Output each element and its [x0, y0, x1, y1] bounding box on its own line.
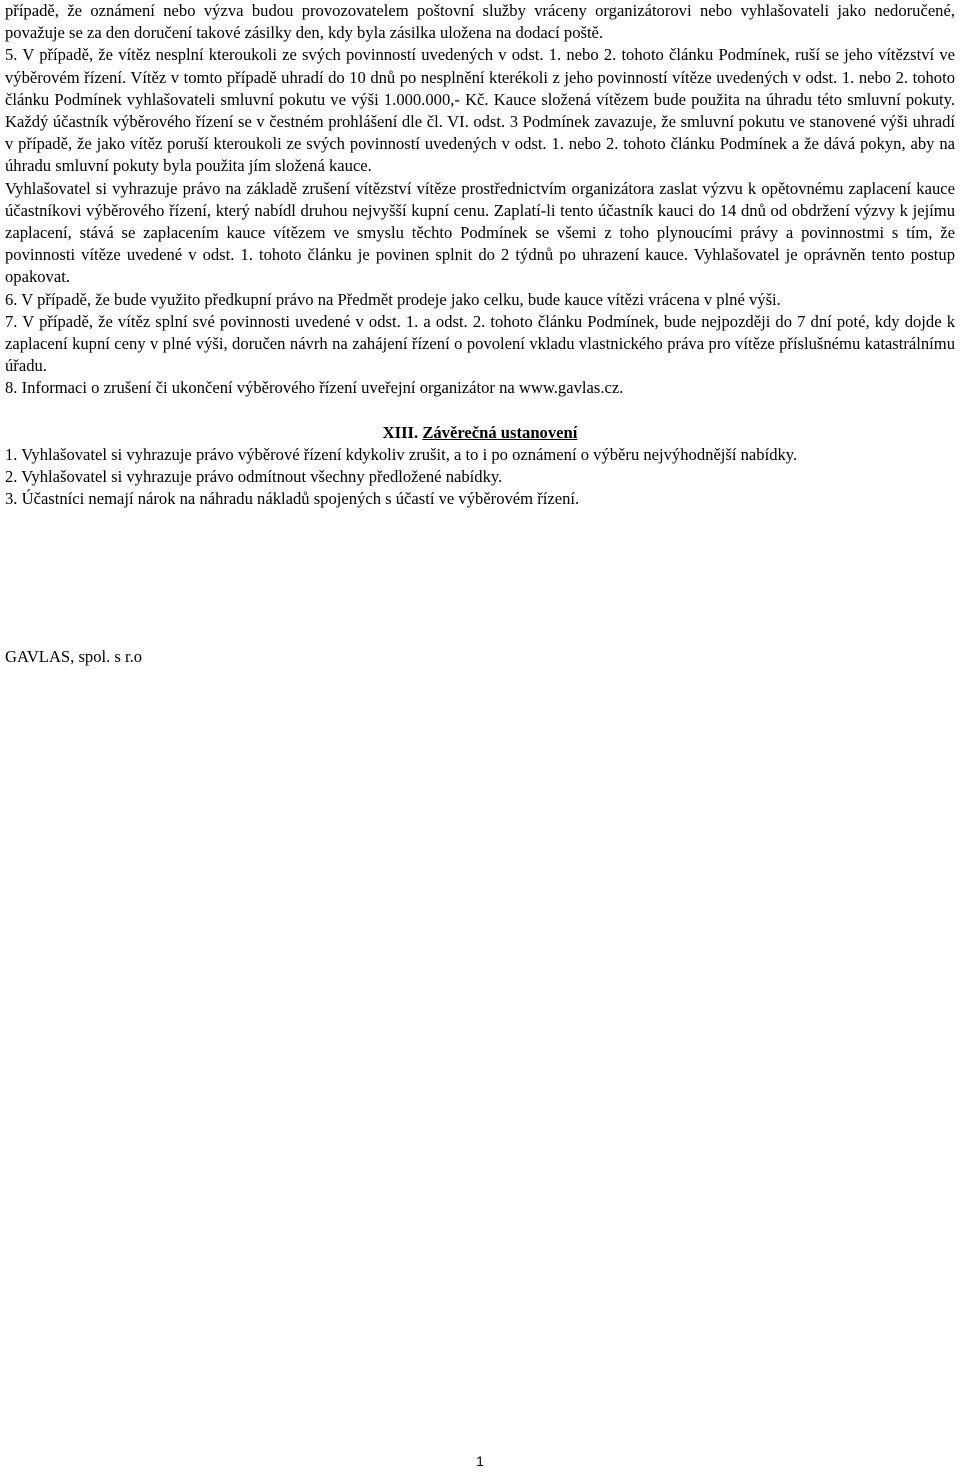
document-page — [5, 0, 955, 510]
section-title: Závěrečná ustanovení — [422, 422, 578, 442]
paragraph-5: 5. V případě, že vítěz nesplní kteroukoli ze svých povinností uvedených v odst. 1. nebo 2. tohoto článku Podmínek, ruší se jeho vítězství ve výběrovém řízení. Vítěz v tomto případě uhradí do 10 dnů po nesplnění kterékoli z jeho povinností vítěze uvedených v odst. 1. nebo 2. tohoto článku Podmínek vyhlašovateli smluvní pokutu ve výši 1.000.000,- Kč. Kauce složená vítězem bude použita na úhradu této smluvní pokuty. Každý účastník výběrového řízení se v čestném prohlášení dle čl. VI. odst. 3 Podmínek zavazuje, že smluvní pokutu ve stanovené výši uhradí v případě, že jako vítěz poruší kteroukoli ze svých povinností uvedených v odst. 1. nebo 2. tohoto článku Podmínek a že dává pokyn, aby na úhradu smluvní pokuty byla použita jím složená kauce. — [5, 45, 955, 176]
section-spacer — [5, 400, 955, 422]
section-item-1: 1. Vyhlašovatel si vyhrazuje právo výběrové řízení kdykoliv zrušit, a to i po oznámení o výběru nejvýhodnější nabídky. — [5, 444, 798, 464]
page-number: 1 — [476, 1453, 484, 1469]
section-item-3: 3. Účastníci nemají nárok na náhradu nákladů spojených s účastí ve výběrovém řízení. — [5, 489, 580, 509]
paragraph-5-continued: Vyhlašovatel si vyhrazuje právo na základě zrušení vítězství vítěze prostřednictvím organizátora zaslat výzvu k opětovnému zaplacení kauce účastníkovi výběrového řízení, který nabídl druhou nejvyšší kupní cenu. Zaplatí-li tento účastník kauci do 14 dnů od obdržení výzvy k jejímu zaplacení, stává se zaplacením kauce vítězem ve smyslu těchto Podmínek se všemi z toho plynoucími právy a povinnostmi s tím, že povinnosti vítěze uvedené v odst. 1. tohoto článku je povinen splnit do 2 týdnů po uhrazení kauce. Vyhlašovatel je oprávněn tento postup opakovat. — [5, 178, 955, 287]
paragraph-7: 7. V případě, že vítěz splní své povinnosti uvedené v odst. 1. a odst. 2. tohoto článku Podmínek, bude nejpozději do 7 dní poté, kdy dojde k zaplacení kupní ceny v plné výši, doručen návrh na zahájení řízení o povolení vkladu vlastnického práva pro vítěze příslušnému katastrálnímu úřadu. — [5, 311, 955, 376]
signature-company: GAVLAS, spol. s r.o — [5, 647, 143, 666]
section-item-2: 2. Vyhlašovatel si vyhrazuje právo odmítnout všechny předložené nabídky. — [5, 467, 503, 487]
paragraph-6: 6. V případě, že bude využito předkupní právo na Předmět prodeje jako celku, bude kauce vítězi vrácena v plné výši. — [5, 289, 781, 309]
paragraph-continuation: případě, že oznámení nebo výzva budou provozovatelem poštovní služby vráceny organizátorovi nebo vyhlašovateli jako nedoručené, považuje se za den doručení takové zásilky den, kdy byla zásilka uložena na dodací poště. — [5, 1, 955, 43]
section-heading — [5, 422, 955, 444]
paragraph-8: 8. Informaci o zrušení či ukončení výběrového řízení uveřejní organizátor na www.gavlas.cz. — [5, 378, 624, 398]
section-number: XIII. — [382, 422, 419, 442]
